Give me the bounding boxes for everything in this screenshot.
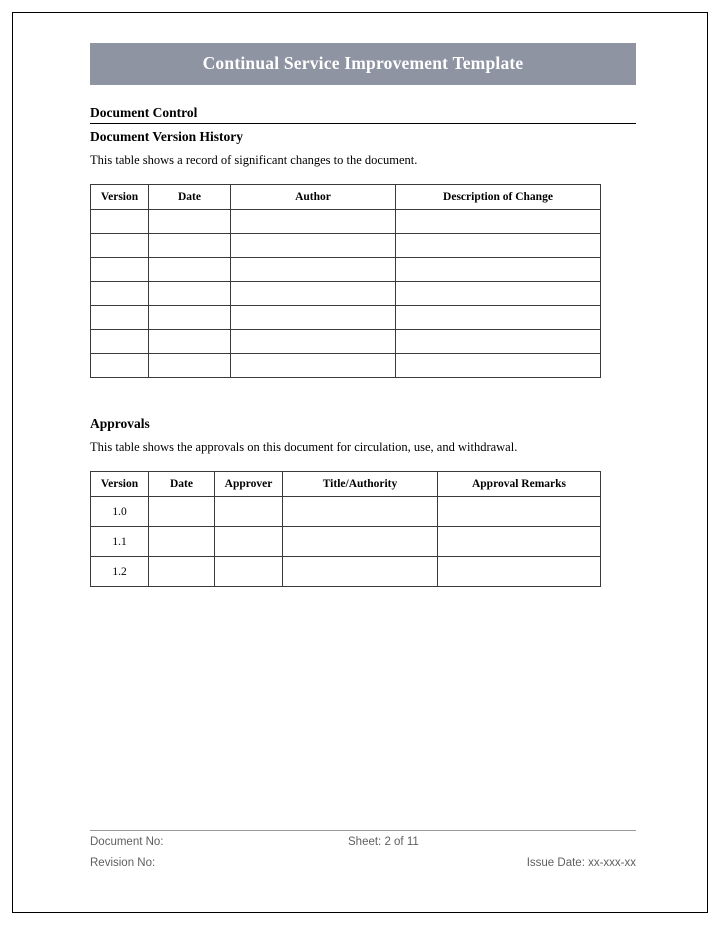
table-cell-version[interactable]: 1.2 [91,557,149,587]
footer-row-top [90,836,636,852]
table-cell[interactable] [149,497,215,527]
table-cell[interactable] [91,354,149,378]
table-cell[interactable] [215,497,283,527]
table-cell[interactable] [149,234,231,258]
footer-row-bottom [90,857,636,873]
page-title-banner: Continual Service Improvement Template [90,43,636,85]
table-cell[interactable] [215,557,283,587]
table-cell[interactable] [91,330,149,354]
table-cell[interactable] [438,527,601,557]
table-cell[interactable] [283,527,438,557]
footer-issue-date: Issue Date: xx-xxx-xx [526,857,636,869]
table-cell[interactable] [438,557,601,587]
table-row [91,354,601,378]
table-cell-version[interactable]: 1.0 [91,497,149,527]
table-row [91,527,601,557]
table-cell[interactable] [91,306,149,330]
column-header-title-authority: Title/Authority [283,472,438,497]
table-cell-version[interactable]: 1.1 [91,527,149,557]
table-cell[interactable] [215,527,283,557]
version-history-table [90,184,601,378]
table-cell[interactable] [283,497,438,527]
table-cell[interactable] [91,258,149,282]
page-content [90,43,636,587]
column-header-version: Version [91,185,149,210]
table-cell[interactable] [396,282,601,306]
table-cell[interactable] [149,330,231,354]
table-header-row [91,472,601,497]
document-control-heading: Document Control [90,105,636,124]
table-row [91,497,601,527]
table-cell[interactable] [231,234,396,258]
table-cell[interactable] [149,306,231,330]
table-cell[interactable] [231,282,396,306]
column-header-version: Version [91,472,149,497]
approvals-note: This table shows the approvals on this document for circulation, use, and withdrawal. [90,440,518,454]
table-cell[interactable] [91,210,149,234]
version-history-note: This table shows a record of significant changes to the document. [90,153,418,167]
approvals-table [90,471,601,587]
table-cell[interactable] [396,306,601,330]
table-cell[interactable] [149,258,231,282]
footer-document-no: Document No: [90,836,164,848]
approvals-heading: Approvals [90,416,150,431]
table-header-row [91,185,601,210]
table-cell[interactable] [91,282,149,306]
table-cell[interactable] [438,497,601,527]
table-cell[interactable] [396,258,601,282]
page-footer [90,830,636,873]
table-cell[interactable] [149,354,231,378]
table-row [91,210,601,234]
footer-revision-no: Revision No: [90,857,156,869]
table-row [91,282,601,306]
table-cell[interactable] [396,210,601,234]
column-header-date: Date [149,185,231,210]
table-cell[interactable] [231,210,396,234]
table-cell[interactable] [149,282,231,306]
table-cell[interactable] [231,258,396,282]
table-cell[interactable] [283,557,438,587]
table-row [91,557,601,587]
table-cell[interactable] [149,557,215,587]
column-header-description: Description of Change [396,185,601,210]
footer-sheet: Sheet: 2 of 11 [348,836,419,848]
column-header-approver: Approver [215,472,283,497]
table-row [91,234,601,258]
table-row [91,258,601,282]
version-history-heading: Document Version History [90,129,243,144]
column-header-author: Author [231,185,396,210]
column-header-approval-remarks: Approval Remarks [438,472,601,497]
table-cell[interactable] [149,527,215,557]
table-cell[interactable] [396,330,601,354]
table-cell[interactable] [396,234,601,258]
table-cell[interactable] [231,330,396,354]
table-cell[interactable] [396,354,601,378]
table-cell[interactable] [91,234,149,258]
table-cell[interactable] [231,306,396,330]
table-cell[interactable] [149,210,231,234]
column-header-date: Date [149,472,215,497]
table-row [91,330,601,354]
table-cell[interactable] [231,354,396,378]
table-row [91,306,601,330]
